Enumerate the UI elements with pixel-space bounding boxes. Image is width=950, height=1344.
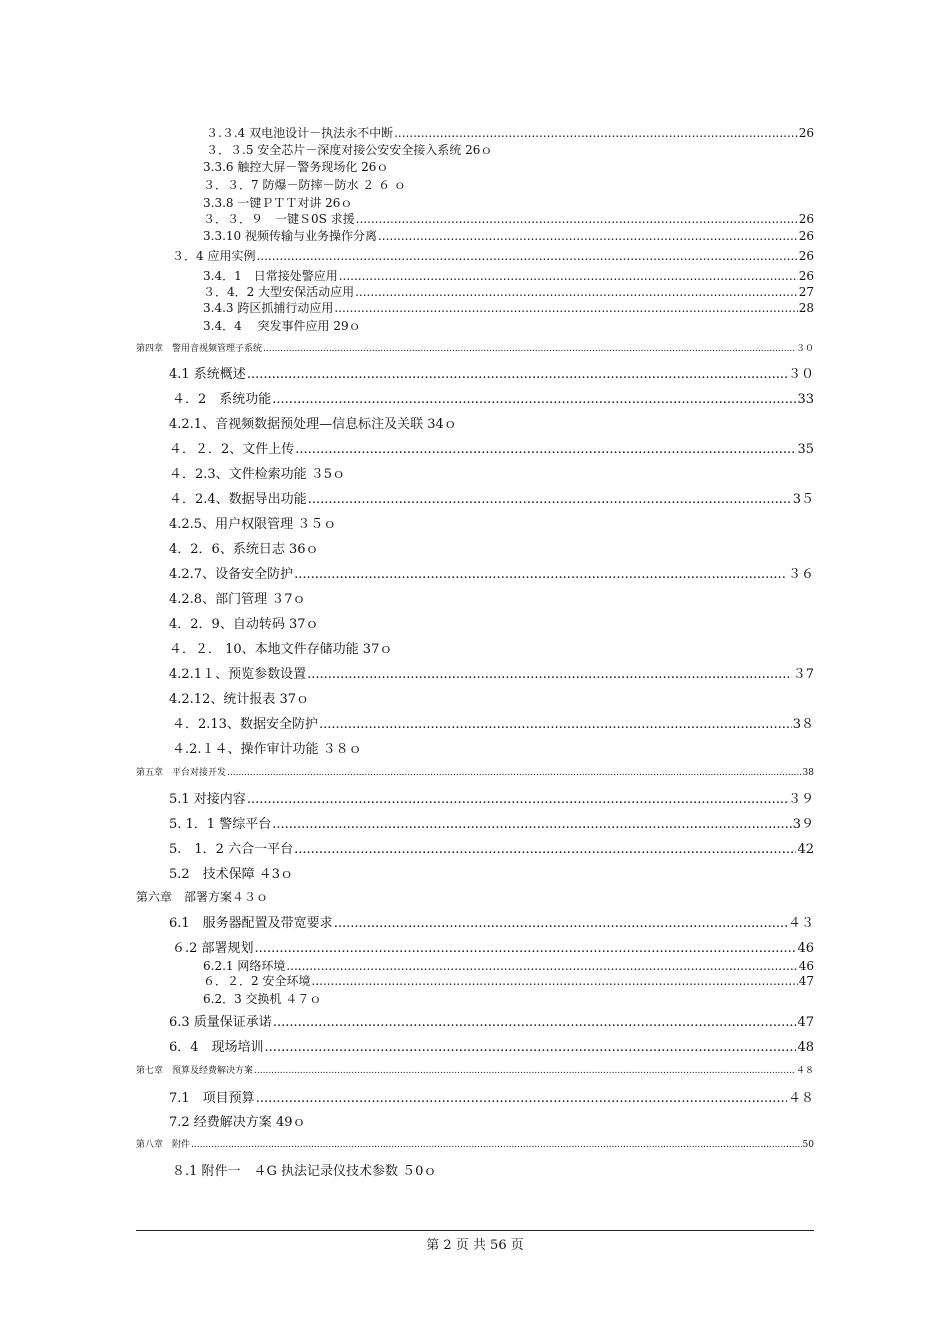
toc-entry[interactable]: ６.2 部署规划 ..... 46 xyxy=(172,937,814,956)
toc-entry[interactable]: ８.1 附件一 ４G 执法记录仪技术参数 ５0ｏ xyxy=(172,1164,437,1179)
toc-entry[interactable]: 4.2.12、统计报表 37ｏ xyxy=(169,692,310,707)
toc-entry[interactable]: ４．２．2、文件上传 ..... 35 xyxy=(169,438,814,457)
toc-entry[interactable]: 6.2.1 网络环境 ..... 46 xyxy=(203,957,814,974)
toc-entry[interactable]: 4．2．9、自动转码 37ｏ xyxy=(169,617,319,632)
toc-entry[interactable]: 3.3.6 触控大屏－警务现场化 26ｏ xyxy=(203,160,389,174)
toc-entry[interactable]: ４．2.4、数据导出功能 ..... 3５ xyxy=(169,488,814,507)
toc-entry[interactable]: 4．2．6、系统日志 36ｏ xyxy=(169,542,319,557)
toc-entry[interactable]: 第八章 附件 ..... 50 xyxy=(136,1137,814,1150)
toc-entry[interactable]: 4.2.5、用户权限管理 ３５ｏ xyxy=(169,517,337,532)
toc-entry[interactable]: 4.2.1１、预览参数设置 ..... ３7 xyxy=(169,663,814,682)
toc-entry[interactable]: 5. 1．2 六合一平台 ..... 42 xyxy=(169,838,814,857)
toc-entry[interactable]: ３.３.4 双电池设计－执法永不中断 ..... 26 xyxy=(206,124,814,141)
toc-entry[interactable]: 5.1 对接内容 ..... ３９ xyxy=(169,788,814,807)
toc-entry[interactable]: 3.4．4 突发事件应用 29ｏ xyxy=(203,319,361,333)
toc-entry[interactable]: 6.3 质量保证承诺 ..... 47 xyxy=(169,1011,814,1030)
toc-entry[interactable]: 3.4．1 日常接处警应用 ..... 26 xyxy=(203,267,814,284)
toc-entry[interactable]: 6.2．3 交换机 ４７ｏ xyxy=(203,992,322,1006)
toc-entry[interactable]: 3.4.3 跨区抓捕行动应用 ..... 28 xyxy=(203,299,814,316)
toc-entry[interactable]: ３．３．９ 一键Ｓ0S 求援 ..... 26 xyxy=(203,210,814,227)
toc-entry[interactable]: 7.1 项目预算 ..... ４８ xyxy=(169,1087,814,1106)
toc-entry[interactable]: 6.1 服务器配置及带宽要求 ..... ４３ xyxy=(169,912,814,931)
toc-entry[interactable]: ４．2.13、数据安全防护 ..... 3８ xyxy=(172,713,814,732)
toc-entry[interactable]: 4.2.8、部门管理 ３7ｏ xyxy=(169,592,306,607)
toc-entry[interactable]: ６．２．2 安全环境 ..... 47 xyxy=(203,972,814,989)
toc-entry[interactable]: 第四章 警用音视频管理子系统 ..... ３０ xyxy=(136,341,814,354)
toc-entry[interactable]: ４.2.１４、操作审计功能 ３８ｏ xyxy=(172,742,362,757)
toc-entry[interactable]: 4.2.1、音视频数据预处理—信息标注及关联 34ｏ xyxy=(169,417,457,432)
footer-divider xyxy=(136,1230,814,1231)
toc-entry[interactable]: ３．３．7 防爆－防摔－防水 ２ ６ ｏ xyxy=(203,178,406,192)
toc-entry[interactable]: 4.1 系统概述 ..... ３０ xyxy=(169,363,814,382)
page-footer: 第 2 页 共 56 页 xyxy=(426,1238,524,1253)
toc-entry[interactable]: 第六章 部署方案４３ｏ xyxy=(136,890,269,904)
toc-entry[interactable]: ３．4．2 大型安保活动应用 ..... 27 xyxy=(203,283,814,300)
toc-entry[interactable]: 第五章 平台对接开发 ..... 38 xyxy=(136,765,814,778)
toc-entry[interactable]: 第七章 预算及经费解决方案 ..... ４８ xyxy=(136,1063,814,1076)
toc-entry[interactable]: 4.2.7、设备安全防护 ..... ３６ xyxy=(169,563,814,582)
toc-entry[interactable]: ４．２． 10、本地文件存储功能 37ｏ xyxy=(169,642,393,657)
toc-entry[interactable]: 3.3.10 视频传输与业务操作分离 ..... 26 xyxy=(203,227,814,244)
toc-entry[interactable]: 6．4 现场培训 ..... 48 xyxy=(169,1036,814,1055)
toc-entry[interactable]: 5.2 技术保障 ４3ｏ xyxy=(169,867,294,882)
toc-entry[interactable]: ３．4 应用实例 ..... 26 xyxy=(172,247,814,264)
toc-entry[interactable]: ４．2.3、文件检索功能 ３5ｏ xyxy=(169,467,346,482)
toc-entry[interactable]: 7.2 经费解决方案 49ｏ xyxy=(169,1115,306,1130)
toc-entry[interactable]: ４．2 系统功能 ..... 33 xyxy=(172,388,814,407)
toc-entry[interactable]: 5. 1．1 警综平台 ..... 3９ xyxy=(169,813,814,832)
toc-entry[interactable]: ３．３.5 安全芯片－深度对接公安安全接入系统 26ｏ xyxy=(206,143,493,157)
toc-entry[interactable]: 3.3.8 一键ＰＴＴ对讲 26ｏ xyxy=(203,196,353,210)
